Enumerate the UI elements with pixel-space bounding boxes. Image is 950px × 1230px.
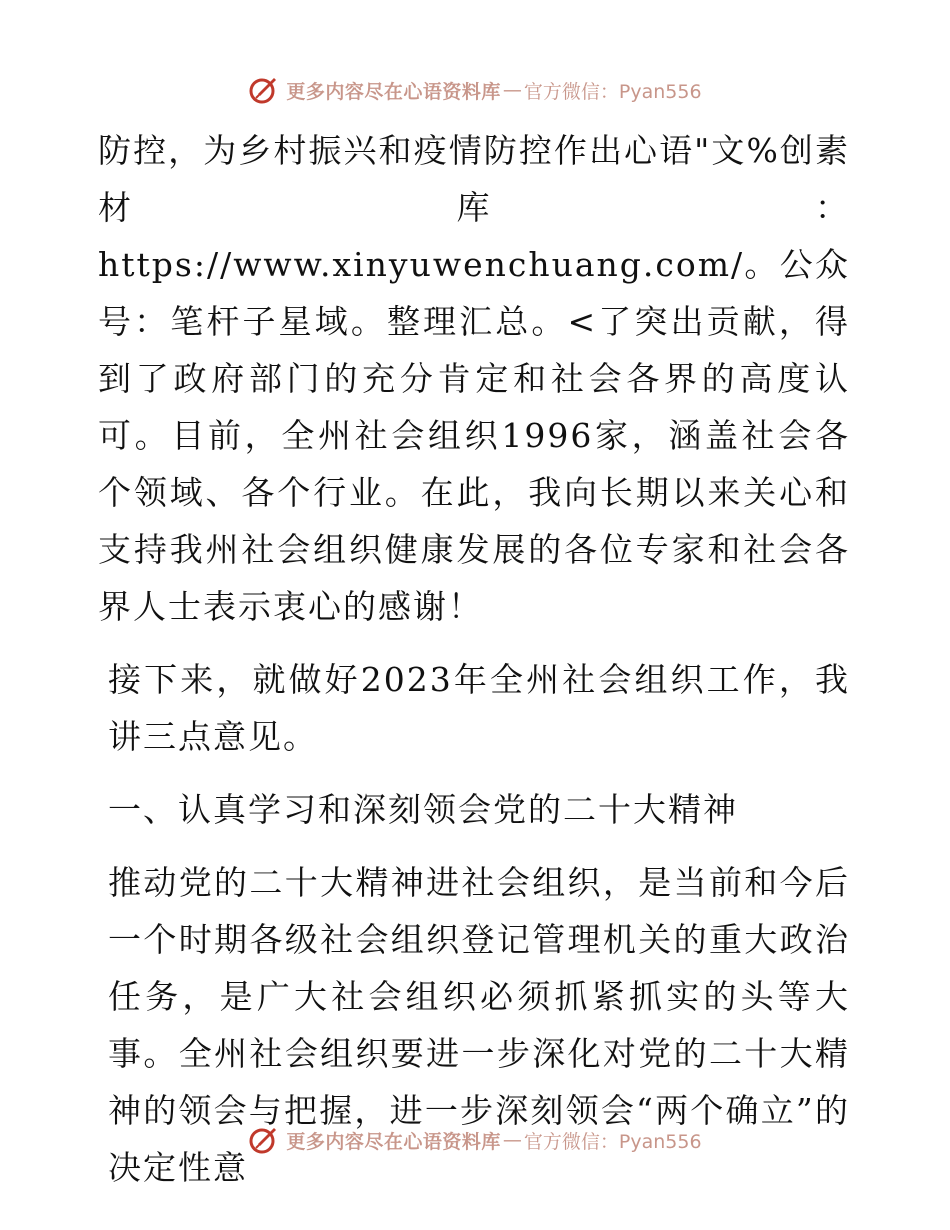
banner-main-text: 更多内容尽在心语资料库 [286, 1130, 501, 1153]
banner-dash: — [502, 79, 522, 101]
quill-circle-icon [248, 1124, 280, 1156]
paragraph-3: 推动党的二十大精神进社会组织，是当前和今后一个时期各级社会组织登记管理机关的重大政治任务，是广大社会组织必须抓紧抓实的头等大事。全州社会组织要进一步深化对党的二十大精神的领会与把握，进一步深刻领会“两个确立”的决定性意 [108, 863, 850, 1187]
paragraph-1: 防控，为乡村振兴和疫情防控作出心语"文%创素材库：https://www.xinyuwenchuang.com/。公众号：笔杆子星域。整理汇总。<了突出贡献，得到了政府部门的充分肯定和社会各界的高度认可。目前，全州社会组织1996家，涵盖社会各个领域、各个行业。在此，我向长期以来关心和支持我州社会组织健康发展的各位专家和社会各界人士表示衷心的感谢！ [98, 131, 850, 626]
banner-wechat-text: 官方微信：Pyan556 [523, 1130, 702, 1153]
section-heading-1: 一、认真学习和深刻领会党的二十大精神 [108, 790, 738, 829]
banner-main-text: 更多内容尽在心语资料库 [286, 80, 501, 103]
header-watermark-banner [0, 72, 950, 108]
document-body [98, 122, 850, 1196]
banner-wechat-text: 官方微信：Pyan556 [523, 80, 702, 103]
banner-dash: — [502, 1129, 522, 1151]
footer-watermark-banner [0, 1122, 950, 1158]
quill-circle-icon [248, 74, 280, 106]
paragraph-2: 接下来，就做好2023年全州社会组织工作，我讲三点意见。 [108, 660, 850, 756]
